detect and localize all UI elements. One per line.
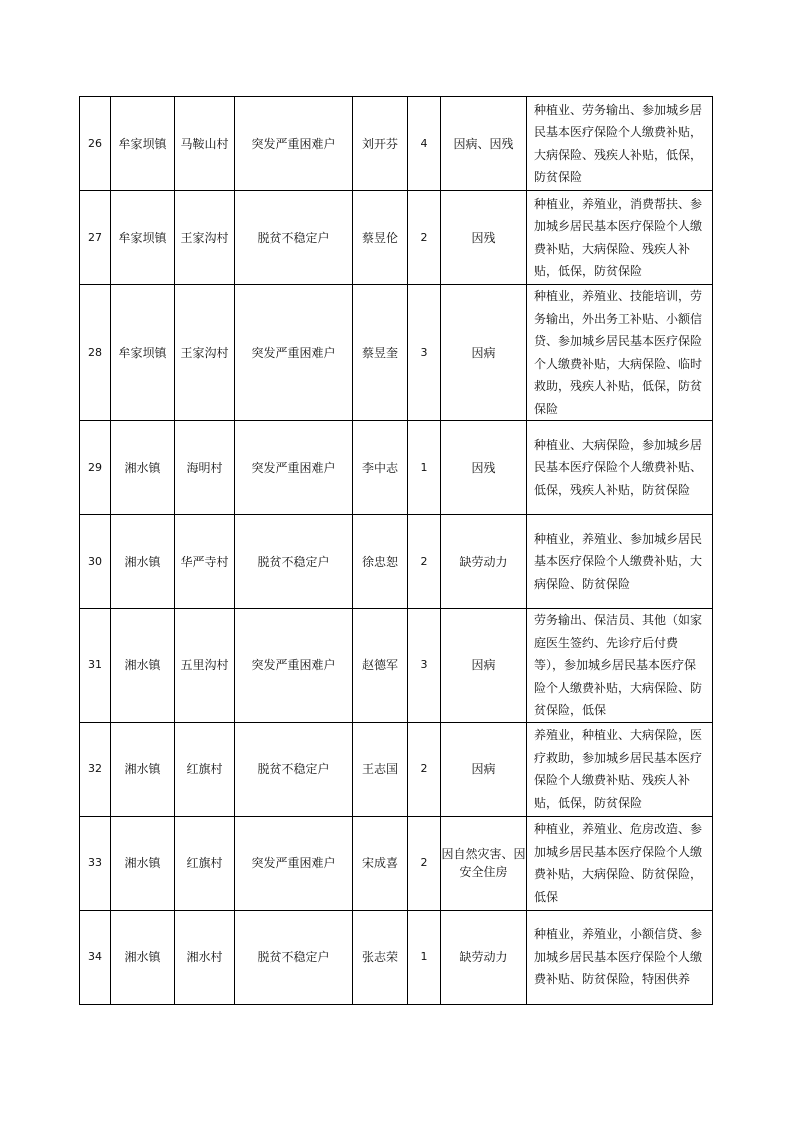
risk-cause: 因残: [441, 421, 527, 515]
table-row: [80, 515, 713, 609]
village: 五里沟村: [175, 609, 235, 723]
householder-name: 宋成喜: [353, 816, 408, 910]
householder-name: 刘开芬: [353, 97, 408, 191]
township: 湘水镇: [111, 722, 175, 816]
assistance-measures: 劳务输出、保洁员、其他（如家庭医生签约、先诊疗后付费等），参加城乡居民基本医疗保险个人缴费补贴，大病保险、防贫保险，低保: [527, 609, 713, 723]
household-type: 突发严重困难户: [235, 609, 353, 723]
row-number: 31: [80, 609, 111, 723]
householder-name: 张志荣: [353, 910, 408, 1004]
householder-name: 蔡昱奎: [353, 285, 408, 421]
risk-cause: 缺劳动力: [441, 515, 527, 609]
assistance-measures: 养殖业，种植业、大病保险，医疗救助，参加城乡居民基本医疗保险个人缴费补贴、残疾人补贴，低保，防贫保险: [527, 722, 713, 816]
table-row: [80, 191, 713, 285]
row-number: 29: [80, 421, 111, 515]
risk-cause: 缺劳动力: [441, 910, 527, 1004]
table-row: [80, 910, 713, 1004]
assistance-measures: 种植业、劳务输出、参加城乡居民基本医疗保险个人缴费补贴，大病保险、残疾人补贴，低保，防贫保险: [527, 97, 713, 191]
household-size: 2: [408, 515, 441, 609]
householder-name: 徐忠恕: [353, 515, 408, 609]
township: 湘水镇: [111, 816, 175, 910]
assistance-measures: 种植业、大病保险，参加城乡居民基本医疗保险个人缴费补贴、低保，残疾人补贴，防贫保险: [527, 421, 713, 515]
table-row: [80, 285, 713, 421]
table-row: [80, 816, 713, 910]
township: 牟家坝镇: [111, 191, 175, 285]
assistance-measures: 种植业，养殖业，消费帮扶、参加城乡居民基本医疗保险个人缴费补贴，大病保险、残疾人补贴，低保，防贫保险: [527, 191, 713, 285]
township: 牟家坝镇: [111, 97, 175, 191]
row-number: 28: [80, 285, 111, 421]
household-type: 突发严重困难户: [235, 816, 353, 910]
risk-cause: 因残: [441, 191, 527, 285]
assistance-measures: 种植业，养殖业、危房改造、参加城乡居民基本医疗保险个人缴费补贴，大病保险、防贫保险，低保: [527, 816, 713, 910]
township: 牟家坝镇: [111, 285, 175, 421]
village: 红旗村: [175, 722, 235, 816]
household-type: 脱贫不稳定户: [235, 910, 353, 1004]
risk-cause: 因病: [441, 722, 527, 816]
assistance-measures: 种植业，养殖业、技能培训，劳务输出，外出务工补贴、小额信贷、参加城乡居民基本医疗保险个人缴费补贴，大病保险、临时救助，残疾人补贴，低保，防贫保险: [527, 285, 713, 421]
table-row: [80, 97, 713, 191]
row-number: 34: [80, 910, 111, 1004]
row-number: 32: [80, 722, 111, 816]
table-row: [80, 421, 713, 515]
household-size: 3: [408, 609, 441, 723]
risk-cause: 因病、因残: [441, 97, 527, 191]
household-size: 1: [408, 910, 441, 1004]
household-size: 2: [408, 722, 441, 816]
table-row: [80, 722, 713, 816]
household-type: 脱贫不稳定户: [235, 191, 353, 285]
household-size: 2: [408, 816, 441, 910]
household-size: 4: [408, 97, 441, 191]
household-size: 3: [408, 285, 441, 421]
risk-cause: 因病: [441, 285, 527, 421]
village: 华严寺村: [175, 515, 235, 609]
village: 王家沟村: [175, 285, 235, 421]
row-number: 33: [80, 816, 111, 910]
householder-name: 李中志: [353, 421, 408, 515]
household-type: 脱贫不稳定户: [235, 515, 353, 609]
village: 湘水村: [175, 910, 235, 1004]
household-type: 突发严重困难户: [235, 285, 353, 421]
assistance-measures: 种植业，养殖业、参加城乡居民基本医疗保险个人缴费补贴，大病保险、防贫保险: [527, 515, 713, 609]
risk-cause: 因病: [441, 609, 527, 723]
village: 海明村: [175, 421, 235, 515]
risk-cause: 因自然灾害、因安全住房: [441, 816, 527, 910]
relief-table: [79, 96, 713, 1005]
household-type: 突发严重困难户: [235, 421, 353, 515]
row-number: 26: [80, 97, 111, 191]
township: 湘水镇: [111, 609, 175, 723]
township: 湘水镇: [111, 515, 175, 609]
table-row: [80, 609, 713, 723]
household-size: 1: [408, 421, 441, 515]
row-number: 30: [80, 515, 111, 609]
township: 湘水镇: [111, 910, 175, 1004]
household-type: 脱贫不稳定户: [235, 722, 353, 816]
householder-name: 赵德军: [353, 609, 408, 723]
householder-name: 蔡昱伦: [353, 191, 408, 285]
village: 王家沟村: [175, 191, 235, 285]
assistance-measures: 种植业，养殖业，小额信贷、参加城乡居民基本医疗保险个人缴费补贴、防贫保险，特困供养: [527, 910, 713, 1004]
village: 马鞍山村: [175, 97, 235, 191]
householder-name: 王志国: [353, 722, 408, 816]
row-number: 27: [80, 191, 111, 285]
household-type: 突发严重困难户: [235, 97, 353, 191]
village: 红旗村: [175, 816, 235, 910]
township: 湘水镇: [111, 421, 175, 515]
household-size: 2: [408, 191, 441, 285]
